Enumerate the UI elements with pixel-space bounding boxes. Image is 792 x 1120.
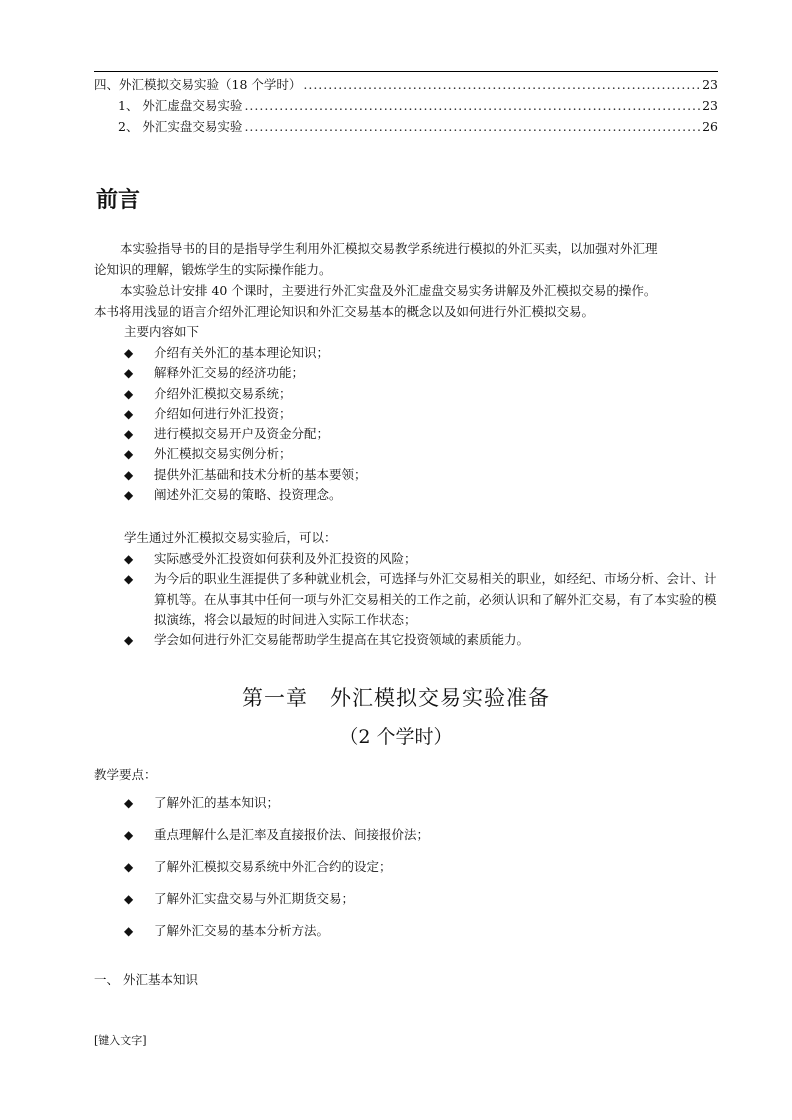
toc-entry[interactable] [94, 116, 718, 137]
preface-paragraph-line: 本书将用浅显的语言介绍外汇理论知识和外汇交易基本的概念以及如何进行外汇模拟交易。 [94, 304, 595, 319]
preface-heading: 前言 [96, 188, 141, 213]
list-item: ◆ 重点理解什么是汇率及直接报价法、间接报价法； [124, 825, 718, 857]
diamond-bullet-icon: ◆ [124, 633, 134, 648]
diamond-bullet-icon: ◆ [124, 892, 134, 906]
list-item: ◆ 介绍外汇模拟交易系统； [124, 384, 718, 404]
contents-list [124, 343, 718, 505]
list-item: ◆ 了解外汇的基本知识； [124, 793, 718, 825]
diamond-bullet-icon: ◆ [124, 386, 134, 401]
list-item: ◆ 实际感受外汇投资如何获利及外汇投资的风险； [124, 549, 718, 569]
toc-entry-label: 1、 外汇虚盘交易实验 [118, 98, 243, 113]
toc-entry-label: 2、 外汇实盘交易实验 [118, 119, 243, 134]
list-item: ◆ 了解外汇交易的基本分析方法。 [124, 921, 718, 953]
list-item: ◆ 学会如何进行外汇交易能帮助学生提高在其它投资领域的素质能力。 [124, 630, 718, 650]
toc-leader-dots [244, 95, 700, 116]
toc-entry-page: 23 [702, 77, 718, 92]
footer-placeholder[interactable]: [键入文字] [94, 1034, 147, 1047]
diamond-bullet-icon: ◆ [124, 406, 134, 421]
table-of-contents [94, 74, 718, 137]
diamond-bullet-icon: ◆ [124, 447, 134, 462]
list-item: ◆ 为今后的职业生涯提供了多种就业机会，可选择与外汇交易相关的职业，如经纪、市场分析、会计、计算机等。在从事其中任何一项与外汇交易相关的工作之前，必须认识和了解外汇交易，有了本实验的模拟演练，将会以最短的时间进入实际工作状态； [124, 569, 718, 630]
list-item: ◆ 解释外汇交易的经济功能； [124, 363, 718, 383]
header-rule [94, 71, 718, 72]
list-item: ◆ 阐述外汇交易的策略、投资理念。 [124, 485, 718, 505]
chapter-title: 第一章 外汇模拟交易实验准备 [242, 686, 550, 710]
list-item: ◆ 介绍有关外汇的基本理论知识； [124, 343, 718, 363]
list-item: ◆ 了解外汇模拟交易系统中外汇合约的设定； [124, 857, 718, 889]
diamond-bullet-icon: ◆ [124, 467, 134, 482]
preface-paragraph-line: 本实验指导书的目的是指导学生利用外汇模拟交易教学系统进行模拟的外汇买卖，以加强对外汇理 [120, 241, 658, 256]
list-item: ◆ 了解外汇实盘交易与外汇期货交易； [124, 889, 718, 921]
diamond-bullet-icon: ◆ [124, 366, 134, 381]
diamond-bullet-icon: ◆ [124, 346, 134, 360]
diamond-bullet-icon: ◆ [124, 924, 134, 938]
chapter-hours: （2 个学时） [339, 726, 453, 748]
section-heading: 一、 外汇基本知识 [94, 972, 198, 987]
outcomes-intro: 学生通过外汇模拟交易实验后，可以： [124, 530, 337, 545]
toc-entry[interactable] [94, 95, 718, 116]
teaching-points-label: 教学要点： [94, 767, 157, 782]
teaching-points-list [124, 793, 718, 953]
diamond-bullet-icon: ◆ [124, 796, 134, 810]
list-item: ◆ 外汇模拟交易实例分析； [124, 444, 718, 464]
diamond-bullet-icon: ◆ [124, 552, 134, 566]
diamond-bullet-icon: ◆ [124, 427, 134, 442]
diamond-bullet-icon: ◆ [124, 828, 134, 842]
diamond-bullet-icon: ◆ [124, 572, 134, 587]
toc-entry-page: 23 [702, 98, 718, 113]
toc-entry[interactable] [94, 74, 718, 95]
list-item: ◆ 介绍如何进行外汇投资； [124, 404, 718, 424]
preface-paragraph-1 [94, 238, 718, 280]
diamond-bullet-icon: ◆ [124, 488, 134, 503]
toc-entry-label: 四、外汇模拟交易实验（18 个学时） [94, 77, 302, 92]
toc-entry-page: 26 [702, 119, 718, 134]
outcomes-list [124, 549, 718, 650]
contents-intro: 主要内容如下 [124, 324, 200, 339]
toc-leader-dots [303, 74, 700, 95]
list-item: ◆ 进行模拟交易开户及资金分配； [124, 424, 718, 444]
diamond-bullet-icon: ◆ [124, 860, 134, 874]
preface-paragraph-line: 论知识的理解，锻炼学生的实际操作能力。 [94, 262, 332, 277]
toc-leader-dots [244, 116, 700, 137]
preface-paragraph-2 [94, 280, 718, 322]
list-item: ◆ 提供外汇基础和技术分析的基本要领； [124, 465, 718, 485]
preface-paragraph-line: 本实验总计安排 40 个课时，主要进行外汇实盘及外汇虚盘交易实务讲解及外汇模拟交易的操作。 [120, 283, 657, 298]
